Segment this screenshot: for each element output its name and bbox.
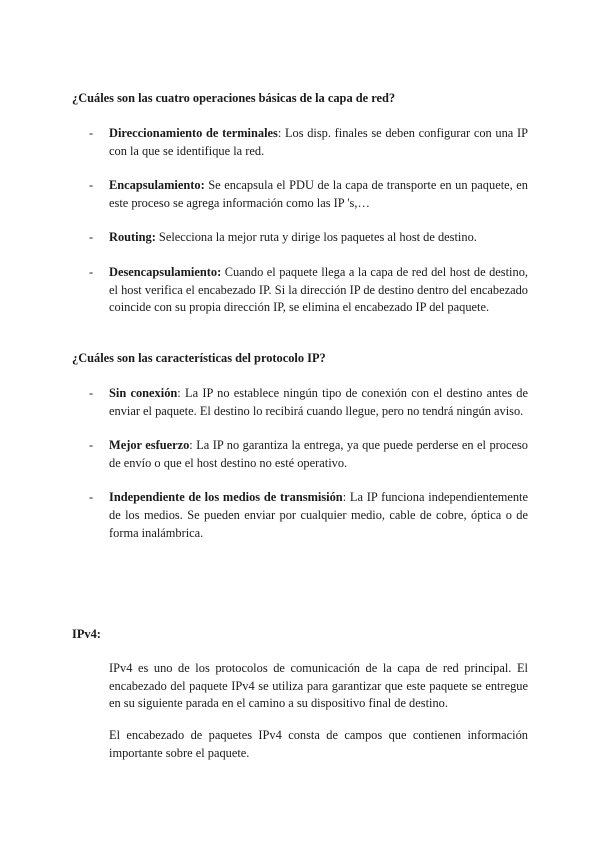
bullet-separator: : [342, 490, 347, 505]
bullet-text: Cuando el paquete llega a la capa de red del host de destino, el host verifica el encabezado IP. Si la dirección IP de destino dentro del encabezado coincide con su propia dirección IP, se elimina el encabezado IP del paquete. [109, 264, 528, 315]
list-item-routing [72, 229, 528, 247]
list-item-encapsulamiento [72, 177, 528, 212]
bullet-term: Routing: [109, 230, 156, 245]
bullet-term: Direccionamiento de terminales [109, 126, 278, 140]
bullet-dash: - [89, 438, 94, 453]
bullet-text: Selecciona la mejor ruta y dirige los paquetes al host de destino. [155, 230, 477, 245]
bullet-text: La IP no establece ningún tipo de conexión con el destino antes de enviar el paquete. El destino lo recibirá cuando llegue, pero no tendrá ningún aviso. [109, 386, 528, 418]
bullet-dash: - [89, 264, 94, 279]
bullet-dash: - [89, 126, 94, 140]
list-item-desencapsulamiento [72, 264, 528, 317]
section-heading-ipv4: IPv4: [72, 627, 101, 641]
question-heading-ip-characteristics: ¿Cuáles son las características del protocolo IP? [72, 351, 326, 365]
bullet-term: Sin conexión [109, 386, 178, 400]
bullet-text: La IP funciona independientemente de los medios. Se pueden enviar por cualquier medio, cable de cobre, óptica o de forma inalámbrica. [109, 490, 528, 540]
question-heading-operations: ¿Cuáles son las cuatro operaciones básicas de la capa de red? [72, 91, 396, 105]
bullet-dash: - [89, 490, 94, 505]
list-item-sin-conexion [72, 385, 528, 420]
list-item-mejor-esfuerzo [72, 437, 528, 472]
bullet-dash: - [89, 230, 94, 245]
bullet-dash: - [89, 178, 94, 193]
bullet-term: Encapsulamiento: [109, 178, 205, 193]
bullet-term: Mejor esfuerzo [109, 438, 190, 453]
ip-characteristics-list [72, 385, 528, 542]
bullet-text: Se encapsula el PDU de la capa de transporte en un paquete, en este proceso se agrega información como las IP 's,… [109, 178, 528, 210]
ipv4-paragraph-header: El encabezado de paquetes IPv4 consta de campos que contienen información importante sobre el paquete. [109, 728, 528, 760]
bullet-separator: : [277, 126, 282, 140]
ipv4-paragraph-intro: IPv4 es uno de los protocolos de comunicación de la capa de red principal. El encabezado del paquete IPv4 se utiliza para garantizar que este paquete se entregue en su siguiente parada en el camino a su dispositivo final de destino. [109, 661, 528, 711]
operations-list [72, 125, 528, 317]
bullet-dash: - [89, 386, 94, 400]
bullet-term: Desencapsulamiento: [109, 264, 222, 279]
bullet-separator: : [189, 438, 193, 453]
bullet-text: La IP no garantiza la entrega, ya que puede perderse en el proceso de envío o que el host destino no esté operativo. [109, 438, 528, 470]
bullet-text: Los disp. finales se deben configurar con una IP con la que se identifique la red. [109, 126, 528, 158]
list-item-direccionamiento [72, 125, 528, 160]
bullet-separator: : [177, 386, 181, 400]
list-item-independiente-medios [72, 489, 528, 542]
bullet-term: Independiente de los medios de transmisión [109, 490, 343, 505]
